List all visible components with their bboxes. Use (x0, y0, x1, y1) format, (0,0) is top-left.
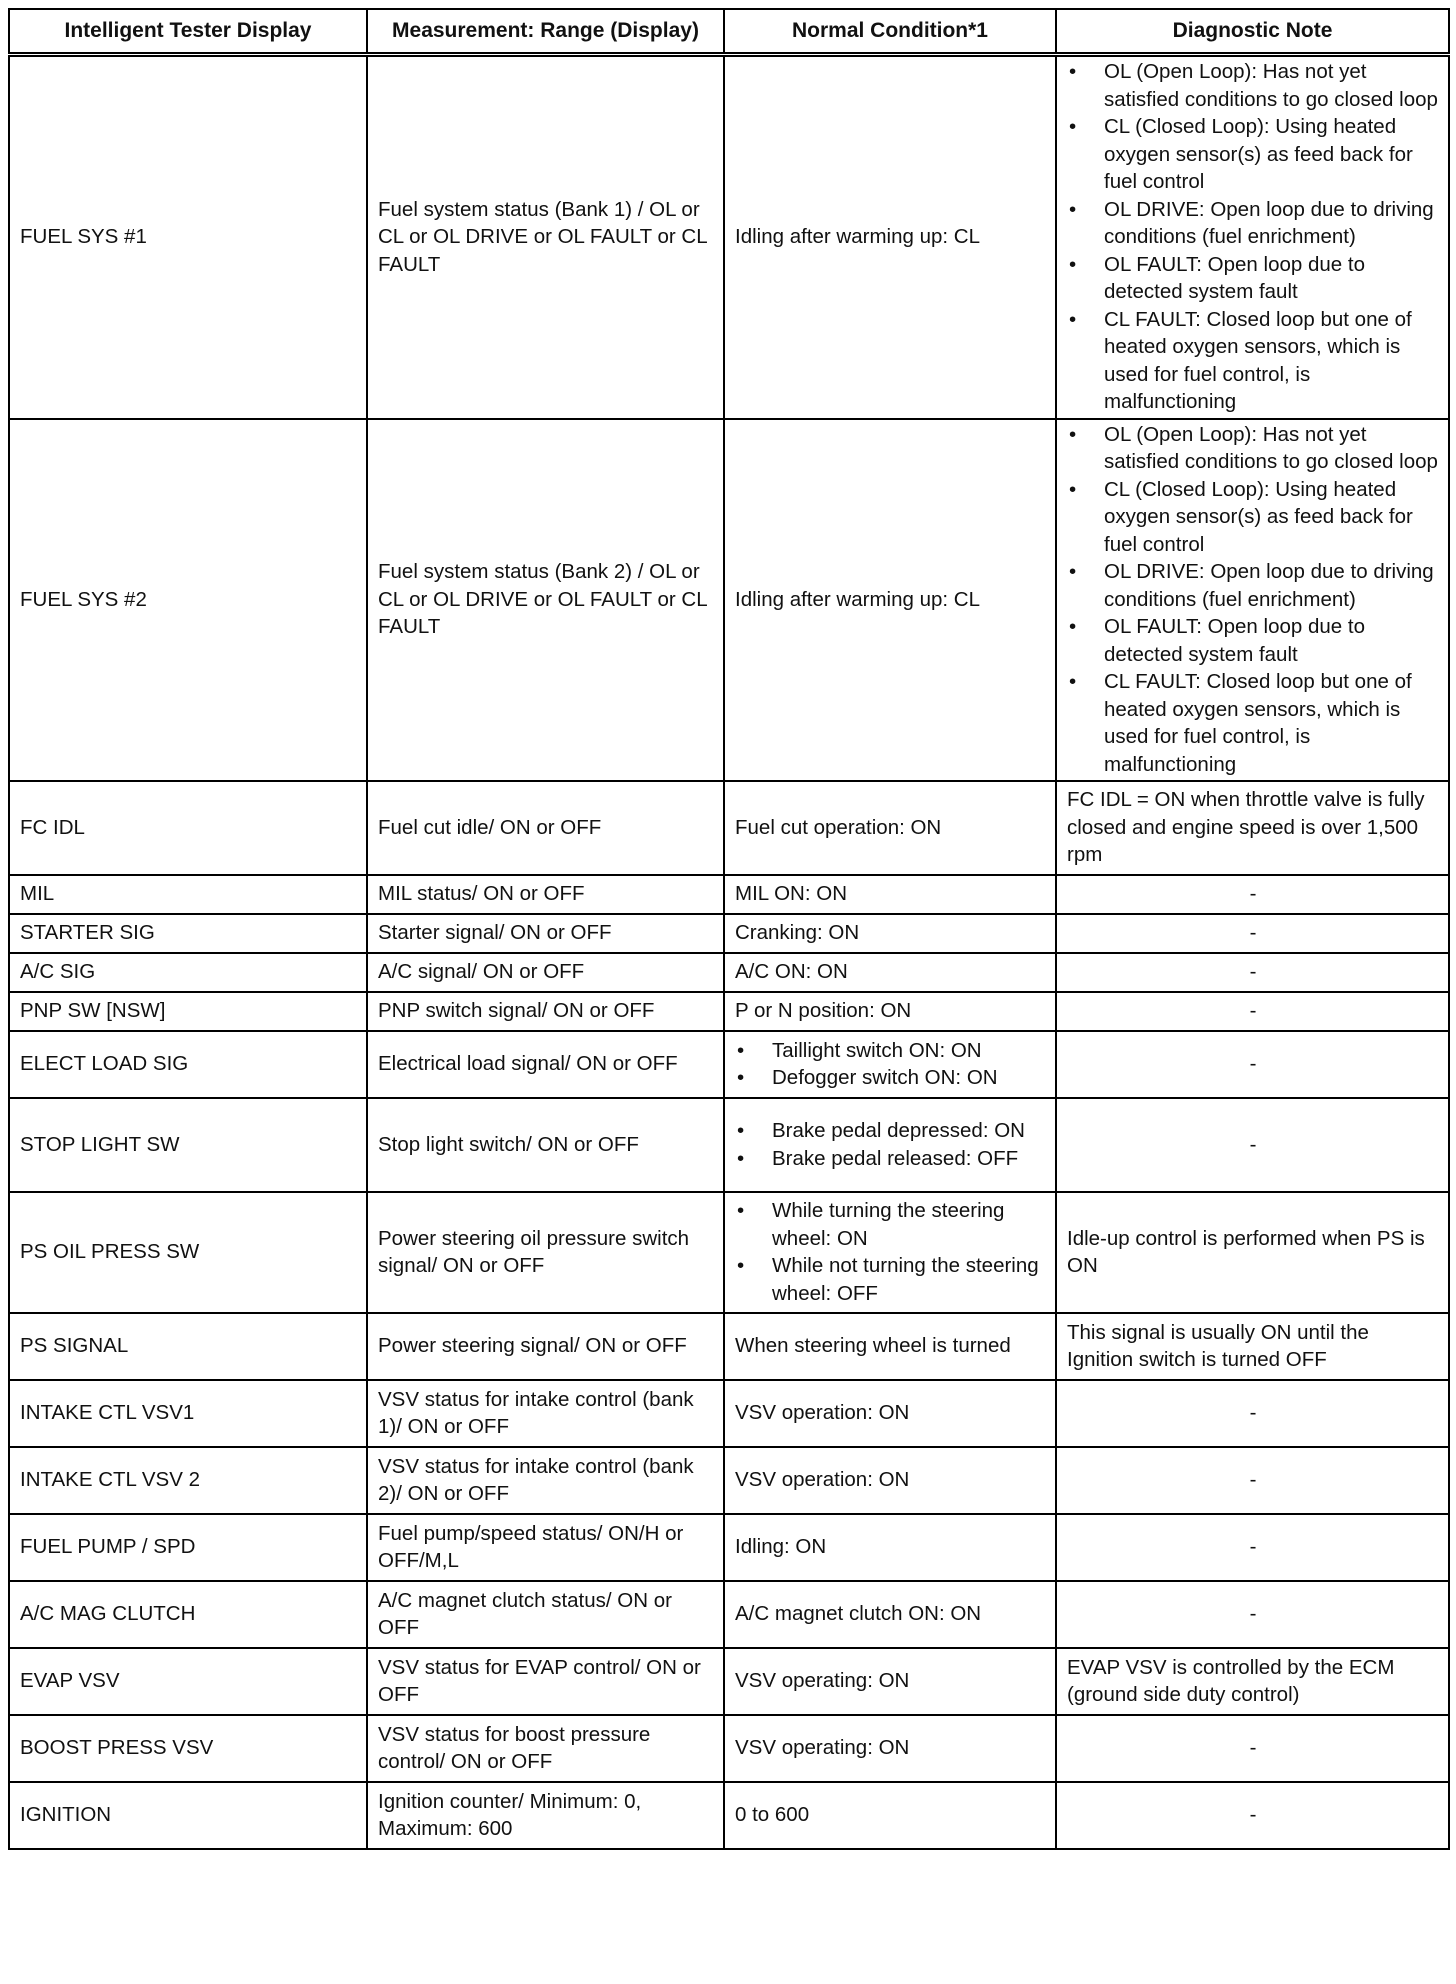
column-header-diagnostic-note: Diagnostic Note (1056, 9, 1449, 55)
diagnostic-note-cell: Idle-up control is performed when PS is ON (1056, 1192, 1449, 1313)
diagnostic-note-cell: - (1056, 1514, 1449, 1581)
diagnostic-note-cell: - (1056, 992, 1449, 1031)
tester-display-cell: BOOST PRESS VSV (9, 1715, 367, 1782)
table-row (9, 1031, 1449, 1098)
table-row (9, 1648, 1449, 1715)
tester-display-cell: FUEL SYS #1 (9, 55, 367, 419)
measurement-cell: PNP switch signal/ ON or OFF (367, 992, 724, 1031)
measurement-cell: Ignition counter/ Minimum: 0, Maximum: 600 (367, 1782, 724, 1849)
bullet-item: • OL FAULT: Open loop due to detected system fault (1067, 613, 1439, 668)
diagnostic-note-cell: FC IDL = ON when throttle valve is fully closed and engine speed is over 1,500 rpm (1056, 781, 1449, 875)
normal-condition-cell: A/C magnet clutch ON: ON (724, 1581, 1056, 1648)
normal-condition-cell: VSV operating: ON (724, 1648, 1056, 1715)
normal-condition-cell: Cranking: ON (724, 914, 1056, 953)
tester-display-cell: IGNITION (9, 1782, 367, 1849)
normal-condition-cell (724, 1098, 1056, 1192)
table-row (9, 953, 1449, 992)
diagnostic-note-cell: - (1056, 1031, 1449, 1098)
diagnostic-note-cell: - (1056, 914, 1449, 953)
measurement-cell: VSV status for EVAP control/ ON or OFF (367, 1648, 724, 1715)
diagnostic-note-cell (1056, 419, 1449, 782)
bullet-item: • While not turning the steering wheel: OFF (735, 1252, 1046, 1307)
table-row (9, 1098, 1449, 1192)
bullet-item: • CL FAULT: Closed loop but one of heated oxygen sensors, which is used for fuel control, is malfunctioning (1067, 306, 1439, 416)
normal-condition-cell: Idling after warming up: CL (724, 55, 1056, 419)
bullet-item: • Brake pedal depressed: ON (735, 1117, 1046, 1145)
measurement-cell: Power steering signal/ ON or OFF (367, 1313, 724, 1380)
bullet-item: • OL DRIVE: Open loop due to driving conditions (fuel enrichment) (1067, 558, 1439, 613)
normal-condition-cell: P or N position: ON (724, 992, 1056, 1031)
bullet-item: • CL (Closed Loop): Using heated oxygen sensor(s) as feed back for fuel control (1067, 476, 1439, 559)
measurement-cell: Power steering oil pressure switch signal/ ON or OFF (367, 1192, 724, 1313)
normal-condition-cell: Idling: ON (724, 1514, 1056, 1581)
diagnostic-note-cell: - (1056, 1380, 1449, 1447)
bullet-item: • OL (Open Loop): Has not yet satisfied conditions to go closed loop (1067, 58, 1439, 113)
tester-display-cell: PS OIL PRESS SW (9, 1192, 367, 1313)
tester-display-cell: FUEL SYS #2 (9, 419, 367, 782)
tester-display-cell: FC IDL (9, 781, 367, 875)
normal-condition-cell: VSV operating: ON (724, 1715, 1056, 1782)
normal-condition-cell: 0 to 600 (724, 1782, 1056, 1849)
normal-condition-cell (724, 1192, 1056, 1313)
bullet-item: • CL (Closed Loop): Using heated oxygen sensor(s) as feed back for fuel control (1067, 113, 1439, 196)
diagnostic-note-cell: - (1056, 1098, 1449, 1192)
diagnostic-note-cell (1056, 55, 1449, 419)
table-row (9, 1581, 1449, 1648)
bullet-item: • OL (Open Loop): Has not yet satisfied conditions to go closed loop (1067, 421, 1439, 476)
tester-display-cell: ELECT LOAD SIG (9, 1031, 367, 1098)
table-row (9, 55, 1449, 419)
table-row (9, 419, 1449, 782)
normal-condition-cell: VSV operation: ON (724, 1380, 1056, 1447)
table-row (9, 1715, 1449, 1782)
tester-display-cell: INTAKE CTL VSV1 (9, 1380, 367, 1447)
diagnostic-note-cell: - (1056, 1782, 1449, 1849)
measurement-cell: A/C magnet clutch status/ ON or OFF (367, 1581, 724, 1648)
normal-condition-cell: VSV operation: ON (724, 1447, 1056, 1514)
normal-condition-cell: A/C ON: ON (724, 953, 1056, 992)
tester-display-cell: A/C MAG CLUTCH (9, 1581, 367, 1648)
tester-display-cell: FUEL PUMP / SPD (9, 1514, 367, 1581)
bullet-item: • OL FAULT: Open loop due to detected system fault (1067, 251, 1439, 306)
diagnostic-note-cell: - (1056, 953, 1449, 992)
document-page (8, 8, 1448, 1850)
table-row (9, 1447, 1449, 1514)
data-list-table (8, 8, 1450, 1850)
measurement-cell: Stop light switch/ ON or OFF (367, 1098, 724, 1192)
measurement-cell: A/C signal/ ON or OFF (367, 953, 724, 992)
table-body (9, 55, 1449, 1850)
table-row (9, 1192, 1449, 1313)
normal-condition-cell: MIL ON: ON (724, 875, 1056, 914)
bullet-item: • OL DRIVE: Open loop due to driving conditions (fuel enrichment) (1067, 196, 1439, 251)
diagnostic-note-cell: - (1056, 1447, 1449, 1514)
note-bullet-list (1067, 58, 1439, 416)
measurement-cell: Fuel pump/speed status/ ON/H or OFF/M,L (367, 1514, 724, 1581)
diagnostic-note-cell: This signal is usually ON until the Ignition switch is turned OFF (1056, 1313, 1449, 1380)
table-row (9, 875, 1449, 914)
normal-condition-cell (724, 1031, 1056, 1098)
measurement-cell: Fuel cut idle/ ON or OFF (367, 781, 724, 875)
table-row (9, 1514, 1449, 1581)
diagnostic-note-cell: EVAP VSV is controlled by the ECM (ground side duty control) (1056, 1648, 1449, 1715)
tester-display-cell: A/C SIG (9, 953, 367, 992)
normal-condition-cell: Fuel cut operation: ON (724, 781, 1056, 875)
bullet-item: • While turning the steering wheel: ON (735, 1197, 1046, 1252)
table-row (9, 781, 1449, 875)
table-row (9, 1313, 1449, 1380)
condition-bullet-list (735, 1117, 1046, 1172)
tester-display-cell: PS SIGNAL (9, 1313, 367, 1380)
table-row (9, 1782, 1449, 1849)
diagnostic-note-cell: - (1056, 1581, 1449, 1648)
tester-display-cell: MIL (9, 875, 367, 914)
measurement-cell: Fuel system status (Bank 1) / OL or CL or OL DRIVE or OL FAULT or CL FAULT (367, 55, 724, 419)
column-header-normal-condition: Normal Condition*1 (724, 9, 1056, 55)
measurement-cell: Fuel system status (Bank 2) / OL or CL or OL DRIVE or OL FAULT or CL FAULT (367, 419, 724, 782)
diagnostic-note-cell: - (1056, 875, 1449, 914)
tester-display-cell: STARTER SIG (9, 914, 367, 953)
table-header (9, 9, 1449, 55)
tester-display-cell: PNP SW [NSW] (9, 992, 367, 1031)
bullet-item: • Defogger switch ON: ON (735, 1064, 1046, 1092)
note-bullet-list (1067, 421, 1439, 779)
condition-bullet-list (735, 1037, 1046, 1092)
column-header-measurement: Measurement: Range (Display) (367, 9, 724, 55)
measurement-cell: VSV status for intake control (bank 2)/ ON or OFF (367, 1447, 724, 1514)
tester-display-cell: STOP LIGHT SW (9, 1098, 367, 1192)
measurement-cell: Electrical load signal/ ON or OFF (367, 1031, 724, 1098)
measurement-cell: Starter signal/ ON or OFF (367, 914, 724, 953)
bullet-item: • Brake pedal released: OFF (735, 1145, 1046, 1173)
measurement-cell: VSV status for boost pressure control/ ON or OFF (367, 1715, 724, 1782)
measurement-cell: VSV status for intake control (bank 1)/ ON or OFF (367, 1380, 724, 1447)
table-row (9, 914, 1449, 953)
bullet-item: • Taillight switch ON: ON (735, 1037, 1046, 1065)
table-row (9, 1380, 1449, 1447)
normal-condition-cell: When steering wheel is turned (724, 1313, 1056, 1380)
condition-bullet-list (735, 1197, 1046, 1307)
measurement-cell: MIL status/ ON or OFF (367, 875, 724, 914)
diagnostic-note-cell: - (1056, 1715, 1449, 1782)
normal-condition-cell: Idling after warming up: CL (724, 419, 1056, 782)
bullet-item: • CL FAULT: Closed loop but one of heated oxygen sensors, which is used for fuel control, is malfunctioning (1067, 668, 1439, 778)
tester-display-cell: INTAKE CTL VSV 2 (9, 1447, 367, 1514)
table-row (9, 992, 1449, 1031)
column-header-tester-display: Intelligent Tester Display (9, 9, 367, 55)
tester-display-cell: EVAP VSV (9, 1648, 367, 1715)
header-row (9, 9, 1449, 55)
